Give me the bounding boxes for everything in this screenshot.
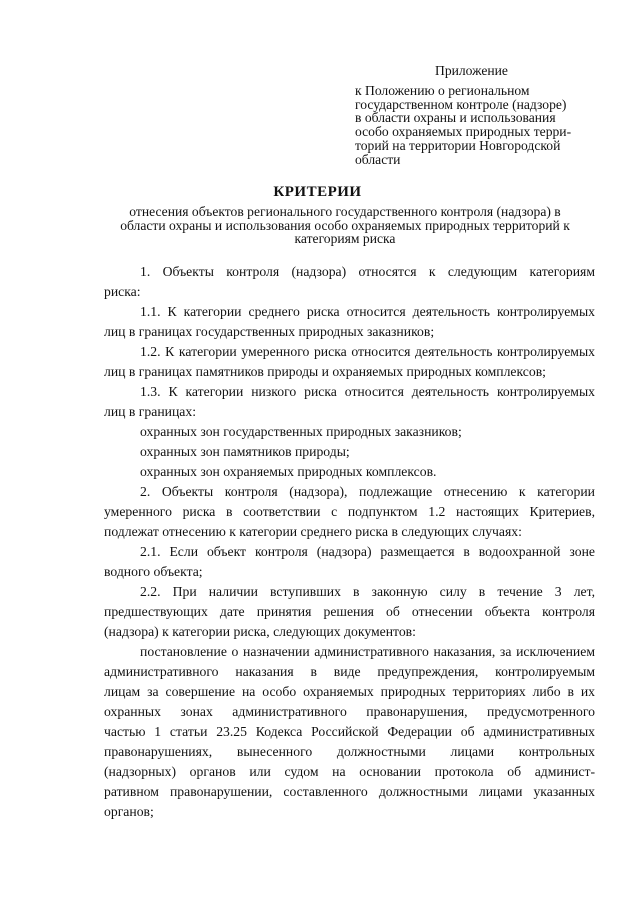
body-line: правонарушениях, вынесенного должностными лицами контрольных [104,744,595,759]
body-line: 2. Объекты контроля (надзора), подлежащие отнесению к категории [140,484,595,499]
body-line: 1.1. К категории среднего риска относится деятельность контролируемых [140,304,595,319]
body-line: лиц в границах: [104,404,197,419]
appendix-label: Приложение [435,63,508,78]
body-line: умеренного риска в соответствии с подпунктом 1.2 настоящих Критериев, [104,504,595,519]
body-line: водного объекта; [104,564,203,579]
appendix-line: торий на территории Новгородской [355,137,561,153]
document-subtitle [95,205,595,246]
body-line: лицам за совершение на особо охраняемых природных территориях либо в их [104,684,595,699]
subtitle-line: отнесения объектов регионального государственного контроля (надзора) в [129,204,561,219]
body-line: (надзора) к категории риска, следующих документов: [104,624,416,639]
body-line: охранных зонах административного правонарушения, предусмотренного [104,704,595,719]
document-title: КРИТЕРИИ [273,184,362,200]
subtitle-line: категориям риска [294,231,396,246]
appendix-line: в области охраны и использования [355,110,556,126]
body-line: постановление о назначении административного наказания, за исключением [140,644,595,659]
body-line: 1.2. К категории умеренного риска относится деятельность контролируемых [140,344,595,359]
body-line: ративном правонарушении, составленного должностными лицами указанных [104,784,595,799]
body-line: охранных зон государственных природных заказников; [140,424,462,439]
body-line: риска: [104,284,141,299]
body-line: лиц в границах государственных природных заказников; [104,324,435,339]
body-line: подлежат отнесению к категории среднего риска в следующих случаях: [104,524,522,539]
body-line: (надзорных) органов или судом на основании протокола об админист- [104,764,595,779]
body-line: 2.1. Если объект контроля (надзора) размещается в водоохранной зоне [140,544,595,559]
body-line: предшествующих дате принятия решения об отнесении объекта контроля [104,604,595,619]
appendix-line: особо охраняемых природных терри- [355,124,572,140]
body-line: органов; [104,804,154,819]
body-line: охранных зон памятников природы; [140,444,350,459]
body-line: 2.2. При наличии вступивших в законную силу в течение 3 лет, [140,584,595,599]
body-line: охранных зон охраняемых природных комплексов. [140,464,437,479]
appendix-line: области [355,151,401,167]
appendix-line: государственном контроле (надзоре) [355,96,567,112]
appendix-line: к Положению о региональном [355,82,530,98]
body-line: лиц в границах памятников природы и охраняемых природных комплексов; [104,364,546,379]
body-line: 1.3. К категории низкого риска относится деятельность контролируемых [140,384,595,399]
body-line: административного наказания в виде предупреждения, контролируемым [104,664,595,679]
subtitle-line: области охраны и использования особо охраняемых природных территорий к [120,217,570,233]
body-line: частью 1 статьи 23.25 Кодекса Российской Федерации об административных [104,724,595,739]
appendix-note [355,64,595,167]
body-line: 1. Объекты контроля (надзора) относятся к следующим категориям [140,264,595,279]
